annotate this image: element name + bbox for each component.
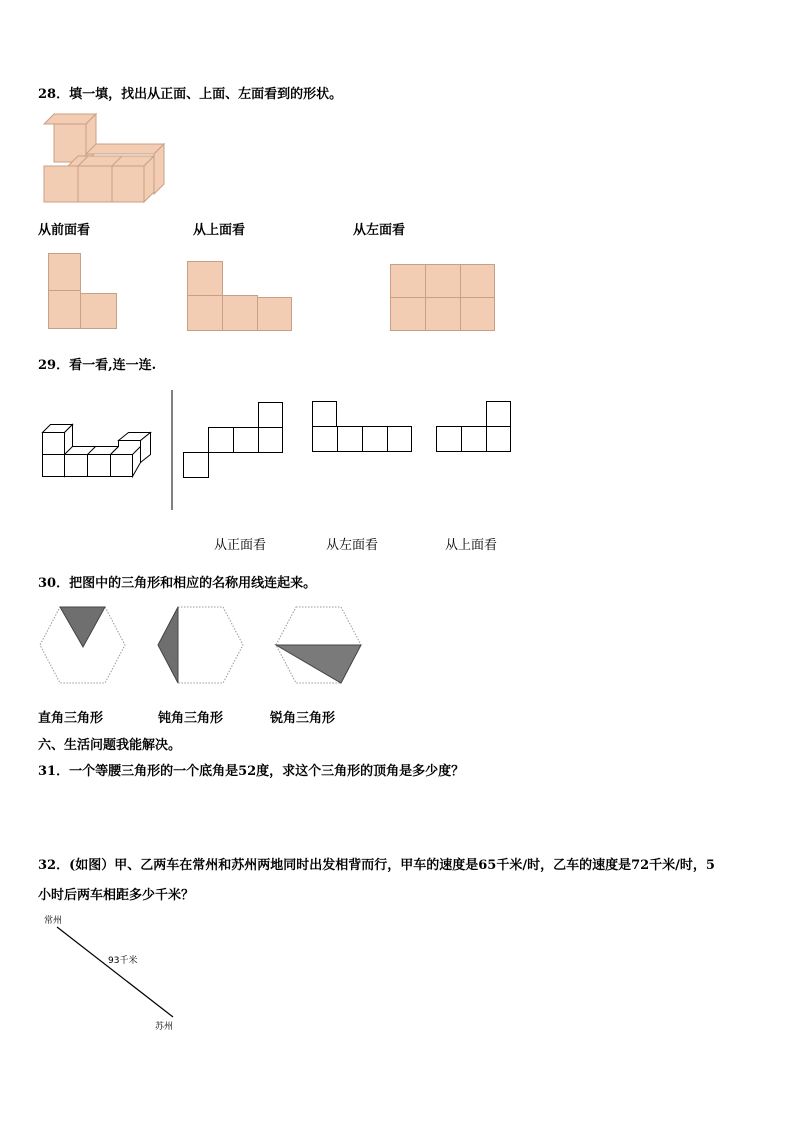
q29-view-top: 从上面看 [445, 538, 498, 553]
q30-name-right: 直角三角形 [38, 711, 104, 726]
q28-cube-figure [40, 110, 175, 205]
q28-front-shape [48, 253, 118, 331]
q30-hexagon-2 [156, 605, 246, 685]
q30-name-obtuse: 钝角三角形 [158, 711, 224, 726]
q32-text-line1: 32．(如图）甲、乙两车在常州和苏州两地同时出发相背而行，甲车的速度是65千米/时，乙车的速度是72千米/时，5 [38, 858, 715, 873]
q29-cube-figure [42, 424, 154, 480]
q30-text: 30．把图中的三角形和相应的名称用线连起来。 [38, 576, 317, 591]
q29-option-b [312, 401, 414, 455]
q32-text-line2: 小时后两车相距多少千米？ [38, 888, 195, 903]
q28-top-shape [187, 261, 293, 333]
q29-option-c [436, 401, 514, 455]
q32-start-label: 常州 [44, 916, 63, 926]
q28-text: 28．填一填，找出从正面、上面、左面看到的形状。 [38, 87, 343, 102]
q32-route-line [55, 925, 175, 1020]
q29-view-front: 从正面看 [214, 538, 267, 553]
q29-divider [170, 390, 174, 510]
q28-view-top: 从上面看 [193, 223, 246, 238]
q31-text: 31．一个等腰三角形的一个底角是52度，求这个三角形的顶角是多少度？ [38, 764, 465, 779]
q28-view-front: 从前面看 [38, 223, 91, 238]
q32-distance-label: 93千米 [108, 956, 138, 966]
section6-title: 六、生活问题我能解决。 [38, 738, 182, 753]
q30-hexagon-3 [274, 605, 364, 685]
q30-hexagon-1 [38, 605, 128, 685]
q29-option-a [183, 402, 285, 480]
q29-text: 29．看一看,连一连. [38, 358, 157, 373]
q28-view-left: 从左面看 [353, 223, 406, 238]
q29-view-left: 从左面看 [326, 538, 379, 553]
q28-left-shape [390, 264, 496, 332]
q30-name-acute: 锐角三角形 [270, 711, 336, 726]
q32-end-label: 苏州 [155, 1022, 174, 1032]
